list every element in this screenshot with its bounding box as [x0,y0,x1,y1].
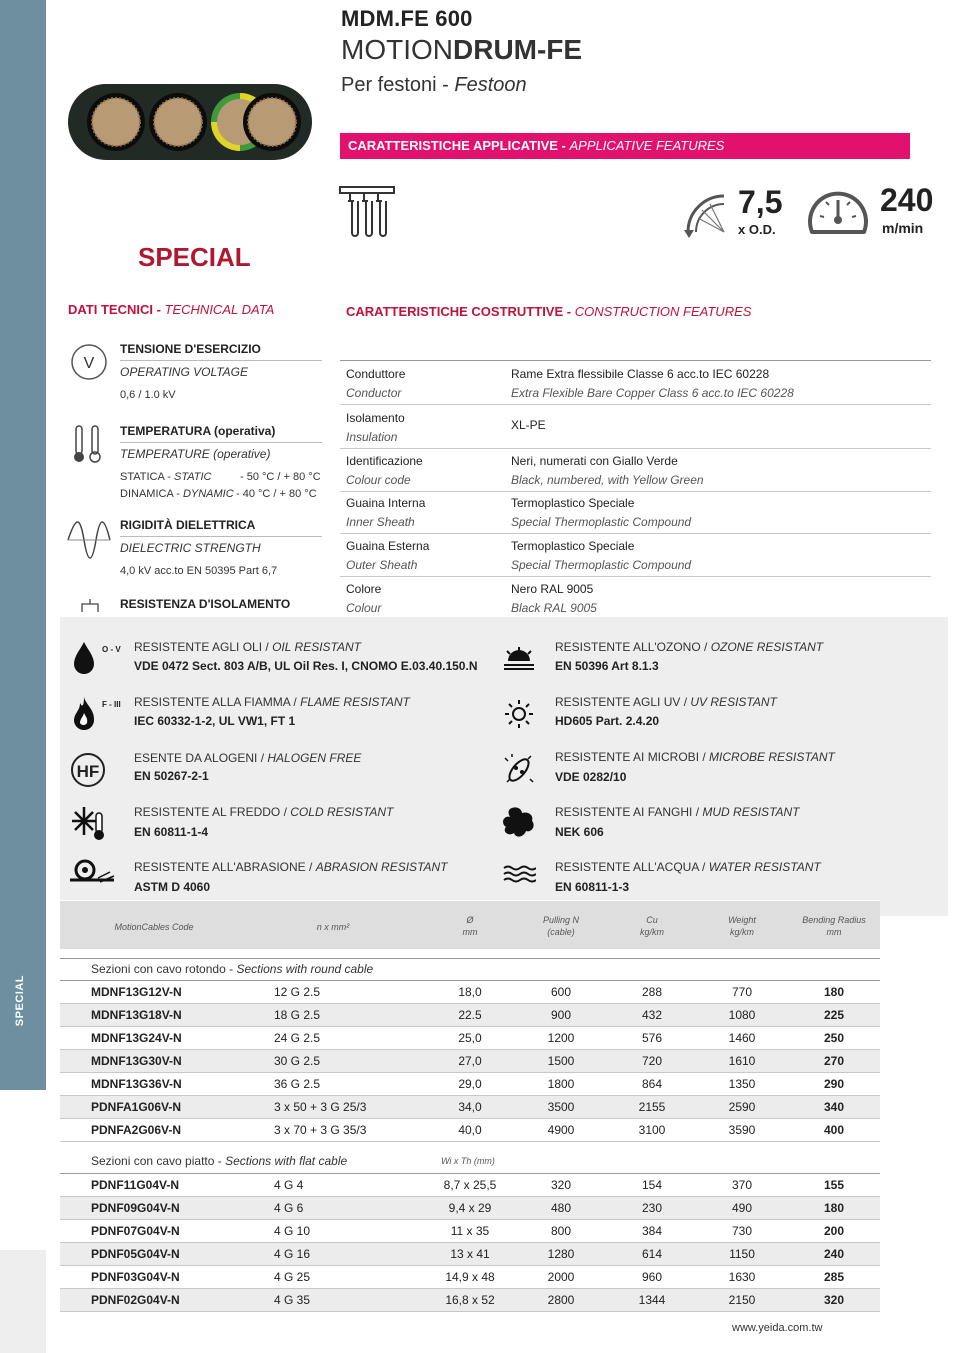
bending-radius-icon [680,184,736,240]
construction-row: Isolamento Insulation XL-PE [340,405,931,449]
table-cell: 40,0 [458,1123,482,1137]
sine-wave-icon [66,516,112,564]
construction-row: Conduttore Conductor Rame Extra flessibile Classe 6 acc.to IEC 60228 Extra Flexible Bare Copper Class 6 acc.to IEC 60228 [340,361,931,405]
table-header [60,901,880,949]
divider [120,536,322,537]
table-cell: 4 G 25 [274,1270,311,1284]
table-row [60,1050,880,1073]
table-cell: MDNF13G30V-N [91,1054,182,1068]
table-cell: 1610 [728,1054,756,1068]
abrasion-icon [70,858,116,888]
flat-section-label: Sezioni con cavo piatto - Sections with flat cable [91,1154,348,1168]
product-code: MDM.FE 600 [341,6,473,31]
table-row [60,1243,880,1266]
thermometer-icon [70,422,108,466]
table-cell: 16,8 x 52 [445,1293,495,1307]
table-cell: 432 [641,1008,663,1022]
table-cell: 720 [641,1054,663,1068]
table-cell: 285 [823,1270,845,1284]
dielectric-value: 4,0 kV acc.to EN 50395 Part 6,7 [120,565,278,577]
table-cell: 600 [550,985,572,999]
table-row [60,1096,880,1119]
table-cell: 4 G 10 [274,1224,311,1238]
speed-value: 240 [880,182,934,218]
resistance-standard: EN 50396 Art 8.1.3 [555,659,659,673]
resistance-standard: VDE 0282/10 [555,770,627,784]
construction-row: Colore Colour Nero RAL 9005 Black RAL 9005 [346,582,597,615]
table-cell: 320 [823,1293,845,1307]
table-cell: 320 [550,1178,572,1192]
construction-row: Identificazione Colour code Neri, numerati con Giallo Verde Black, numbered, with Yellow Green [340,448,931,492]
table-row [60,1289,880,1312]
flat-dimension-header: Wi x Th (mm) [441,1156,495,1166]
side-band [0,0,46,1090]
speed-unit: m/min [882,220,924,236]
temperature-subheading: TEMPERATURE (operative) [120,447,271,461]
table-cell: 4900 [547,1123,575,1137]
table-row [60,1174,880,1197]
table-cell: 12 G 2.5 [274,985,321,999]
table-cell: 770 [731,985,753,999]
temperature-static-label: STATICA - STATIC [120,471,212,483]
table-cell: MDNF13G24V-N [91,1031,182,1045]
svg-text:HF: HF [76,762,100,781]
insulation-icon [80,598,100,612]
table-cell: 4 G 6 [274,1201,304,1215]
voltage-icon [70,343,108,381]
voltage-value: 0,6 / 1.0 kV [120,389,176,401]
table-cell: 864 [641,1077,663,1091]
table-cell: 1080 [728,1008,756,1022]
header-code: MotionCables Code [114,922,194,932]
table-cell: 2800 [547,1293,575,1307]
table-cell: PDNF05G04V-N [91,1247,180,1261]
table-cell: 490 [731,1201,753,1215]
table-cell: 1630 [728,1270,756,1284]
table-cell: 4 G 4 [274,1178,304,1192]
table-cell: 400 [823,1123,845,1137]
dielectric-subheading: DIELECTRIC STRENGTH [120,541,261,555]
header-diameter: Ø mm [462,915,478,937]
bending-radius-unit: x O.D. [738,222,776,237]
svg-text:O - V: O - V [102,645,121,654]
table-cell: 225 [823,1008,845,1022]
flame-icon [72,695,126,735]
microbe-icon [502,753,536,787]
resistance-label: RESISTENTE AI MICROBI / MICROBE RESISTANT [555,750,835,764]
table-cell: 290 [823,1077,845,1091]
bending-radius-value: 7,5 [738,184,783,220]
svg-text:F - III: F - III [102,700,121,709]
speedometer-icon [806,182,870,238]
table-cell: 230 [641,1201,663,1215]
resistance-standard: IEC 60332-1-2, UL VW1, FT 1 [134,714,296,728]
table-cell: 480 [550,1201,572,1215]
table-cell: 9,4 x 29 [448,1201,492,1215]
resistance-label: RESISTENTE AL FREDDO / COLD RESISTANT [134,805,394,819]
product-name: MOTIONDRUM-FE [341,34,583,65]
resistance-label: RESISTENTE ALL'OZONO / OZONE RESISTANT [555,640,824,654]
table-cell: 3100 [638,1123,666,1137]
table-cell: 1460 [728,1031,756,1045]
table-cell: 250 [823,1031,845,1045]
table-cell: MDNF13G12V-N [91,985,182,999]
table-cell: 36 G 2.5 [274,1077,321,1091]
table-cell: 18 G 2.5 [274,1008,321,1022]
resistance-standard: NEK 606 [555,825,604,839]
footer-url: www.yeida.com.tw [732,1322,823,1334]
table-cell: 18,0 [458,985,482,999]
table-cell: 1500 [547,1054,575,1068]
table-cell: 29,0 [458,1077,482,1091]
technical-data-title: DATI TECNICI - TECHNICAL DATA [68,302,275,317]
resistance-label: ESENTE DA ALOGENI / HALOGEN FREE [134,751,362,765]
table-cell: 180 [823,1201,845,1215]
oil-drop-icon [72,640,126,676]
table-cell: 27,0 [458,1054,482,1068]
water-icon [502,864,536,886]
header-copper: Cu kg/km [639,915,664,937]
table-cell: 4 G 35 [274,1293,311,1307]
divider [120,360,322,361]
insulation-heading: RESISTENZA D'ISOLAMENTO [120,597,291,611]
table-cell: 2150 [728,1293,756,1307]
table-cell: 288 [641,985,663,999]
resistance-panel-tail [880,900,948,916]
resistance-standard: VDE 0472 Sect. 803 A/B, UL Oil Res. I, CNOMO E.03.40.150.N [134,659,478,673]
table-cell: 4 G 16 [274,1247,311,1261]
table-cell: 1280 [547,1247,575,1261]
table-cell: PDNF11G04V-N [91,1178,180,1192]
svg-text:V: V [83,355,95,372]
conductor-1 [87,93,145,151]
table-cell: 180 [823,985,845,999]
header-pulling: Pulling N (cable) [542,915,580,937]
table-cell: 200 [823,1224,845,1238]
table-cell: 155 [823,1178,845,1192]
table-cell: 730 [731,1224,753,1238]
table-cell: 340 [823,1100,845,1114]
table-cell: 370 [731,1178,753,1192]
table-row [60,1004,880,1027]
table-cell: PDNF03G04V-N [91,1270,180,1284]
table-cell: 1150 [729,1247,755,1261]
resistance-label: RESISTENTE AI FANGHI / MUD RESISTANT [555,805,800,819]
divider [60,958,880,959]
table-cell: PDNF07G04V-N [91,1224,180,1238]
halogen-free-icon [68,752,108,788]
table-row [60,1197,880,1220]
voltage-subheading: OPERATING VOLTAGE [120,365,249,379]
table-cell: 13 x 41 [450,1247,490,1261]
table-cell: 900 [550,1008,572,1022]
table-cell: 270 [823,1054,845,1068]
table-cell: 11 x 35 [450,1224,490,1238]
table-cell: PDNFA2G06V-N [91,1123,182,1137]
table-cell: 2155 [638,1100,666,1114]
table-row [60,1027,880,1050]
table-row [60,1220,880,1243]
table-cell: 2590 [728,1100,756,1114]
header-bending: Bending Radius mm [802,915,866,937]
mud-icon [500,805,538,841]
table-cell: 154 [641,1178,663,1192]
table-cell: 576 [641,1031,663,1045]
snowflake-icon [70,805,108,841]
table-cell: 30 G 2.5 [274,1054,321,1068]
table-cell: 1800 [547,1077,575,1091]
festoon-icon [338,184,396,238]
table-row [60,1073,880,1096]
header-section: n x mm² [316,922,350,932]
resistance-label: RESISTENTE ALL'ACQUA / WATER RESISTANT [555,860,821,874]
sun-icon [502,698,536,730]
resistance-label: RESISTENTE ALL'ABRASIONE / ABRASION RESISTANT [134,860,448,874]
construction-row: Guaina Esterna Outer Sheath Termoplastico Speciale Special Thermoplastic Compound [340,533,931,577]
table-cell: PDNFA1G06V-N [91,1100,182,1114]
table-cell: 3 x 70 + 3 G 35/3 [274,1123,367,1137]
voltage-heading: TENSIONE D'ESERCIZIO [120,342,261,356]
applicative-features-bar: CARATTERISTICHE APPLICATIVE - APPLICATIVE FEATURES [340,133,910,159]
product-subtitle: Per festoni - Festoon [341,74,527,96]
table-row [60,1119,880,1142]
table-row [60,981,880,1004]
resistance-label: RESISTENTE AGLI OLI / OIL RESISTANT [134,640,361,654]
resistance-standard: EN 50267-2-1 [134,769,209,783]
table-cell: 960 [641,1270,663,1284]
temperature-static-value: - 50 °C / + 80 °C [240,471,321,483]
table-cell: PDNF09G04V-N [91,1201,180,1215]
resistance-standard: EN 60811-1-4 [134,825,209,839]
table-cell: 2000 [547,1270,575,1284]
resistance-label: RESISTENTE ALLA FIAMMA / FLAME RESISTANT [134,695,410,709]
table-cell: 24 G 2.5 [274,1031,321,1045]
divider [120,442,322,443]
table-cell: 34,0 [458,1100,482,1114]
conductor-2 [149,93,207,151]
table-cell: 1344 [638,1293,666,1307]
table-cell: 14,9 x 48 [445,1270,495,1284]
resistance-standard: HD605 Part. 2.4.20 [555,714,660,728]
construction-row: Guaina Interna Inner Sheath Termoplastico Speciale Special Thermoplastic Compound [340,490,931,534]
table-cell: 3 x 50 + 3 G 25/3 [274,1100,367,1114]
resistance-standard: EN 60811-1-3 [555,880,630,894]
header-weight: Weight kg/km [728,915,756,937]
resistance-standard: ASTM D 4060 [134,880,211,894]
sidebar-label: SPECIAL [14,975,26,1027]
table-row [60,1266,880,1289]
temperature-dynamic-label: DINAMICA - DYNAMIC [120,488,234,500]
table-cell: 384 [641,1224,663,1238]
table-cell: MDNF13G18V-N [91,1008,182,1022]
ozone-icon [502,645,536,673]
dielectric-heading: RIGIDITÀ DIELETTRICA [120,518,256,532]
resistance-label: RESISTENTE AGLI UV / UV RESISTANT [555,695,777,709]
table-cell: 240 [823,1247,845,1261]
table-cell: 22.5 [458,1008,482,1022]
table-cell: PDNF02G04V-N [91,1293,180,1307]
table-cell: 8,7 x 25,5 [443,1178,497,1192]
table-cell: 3590 [728,1123,756,1137]
table-cell: 3500 [547,1100,575,1114]
side-band-lower [0,1250,46,1353]
conductor-4-image [240,88,308,156]
table-cell: MDNF13G36V-N [91,1077,182,1091]
special-label: SPECIAL [138,242,251,272]
table-cell: 1200 [547,1031,575,1045]
table-cell: 25,0 [458,1031,482,1045]
table-cell: 1350 [728,1077,756,1091]
construction-title: CARATTERISTICHE COSTRUTTIVE - CONSTRUCTION FEATURES [346,304,752,319]
temperature-heading: TEMPERATURA (operativa) [120,424,276,438]
table-cell: 800 [550,1224,572,1238]
round-section-label: Sezioni con cavo rotondo - Sections with round cable [91,962,374,976]
temperature-dynamic-value: - 40 °C / + 80 °C [236,488,317,500]
table-cell: 614 [641,1247,663,1261]
